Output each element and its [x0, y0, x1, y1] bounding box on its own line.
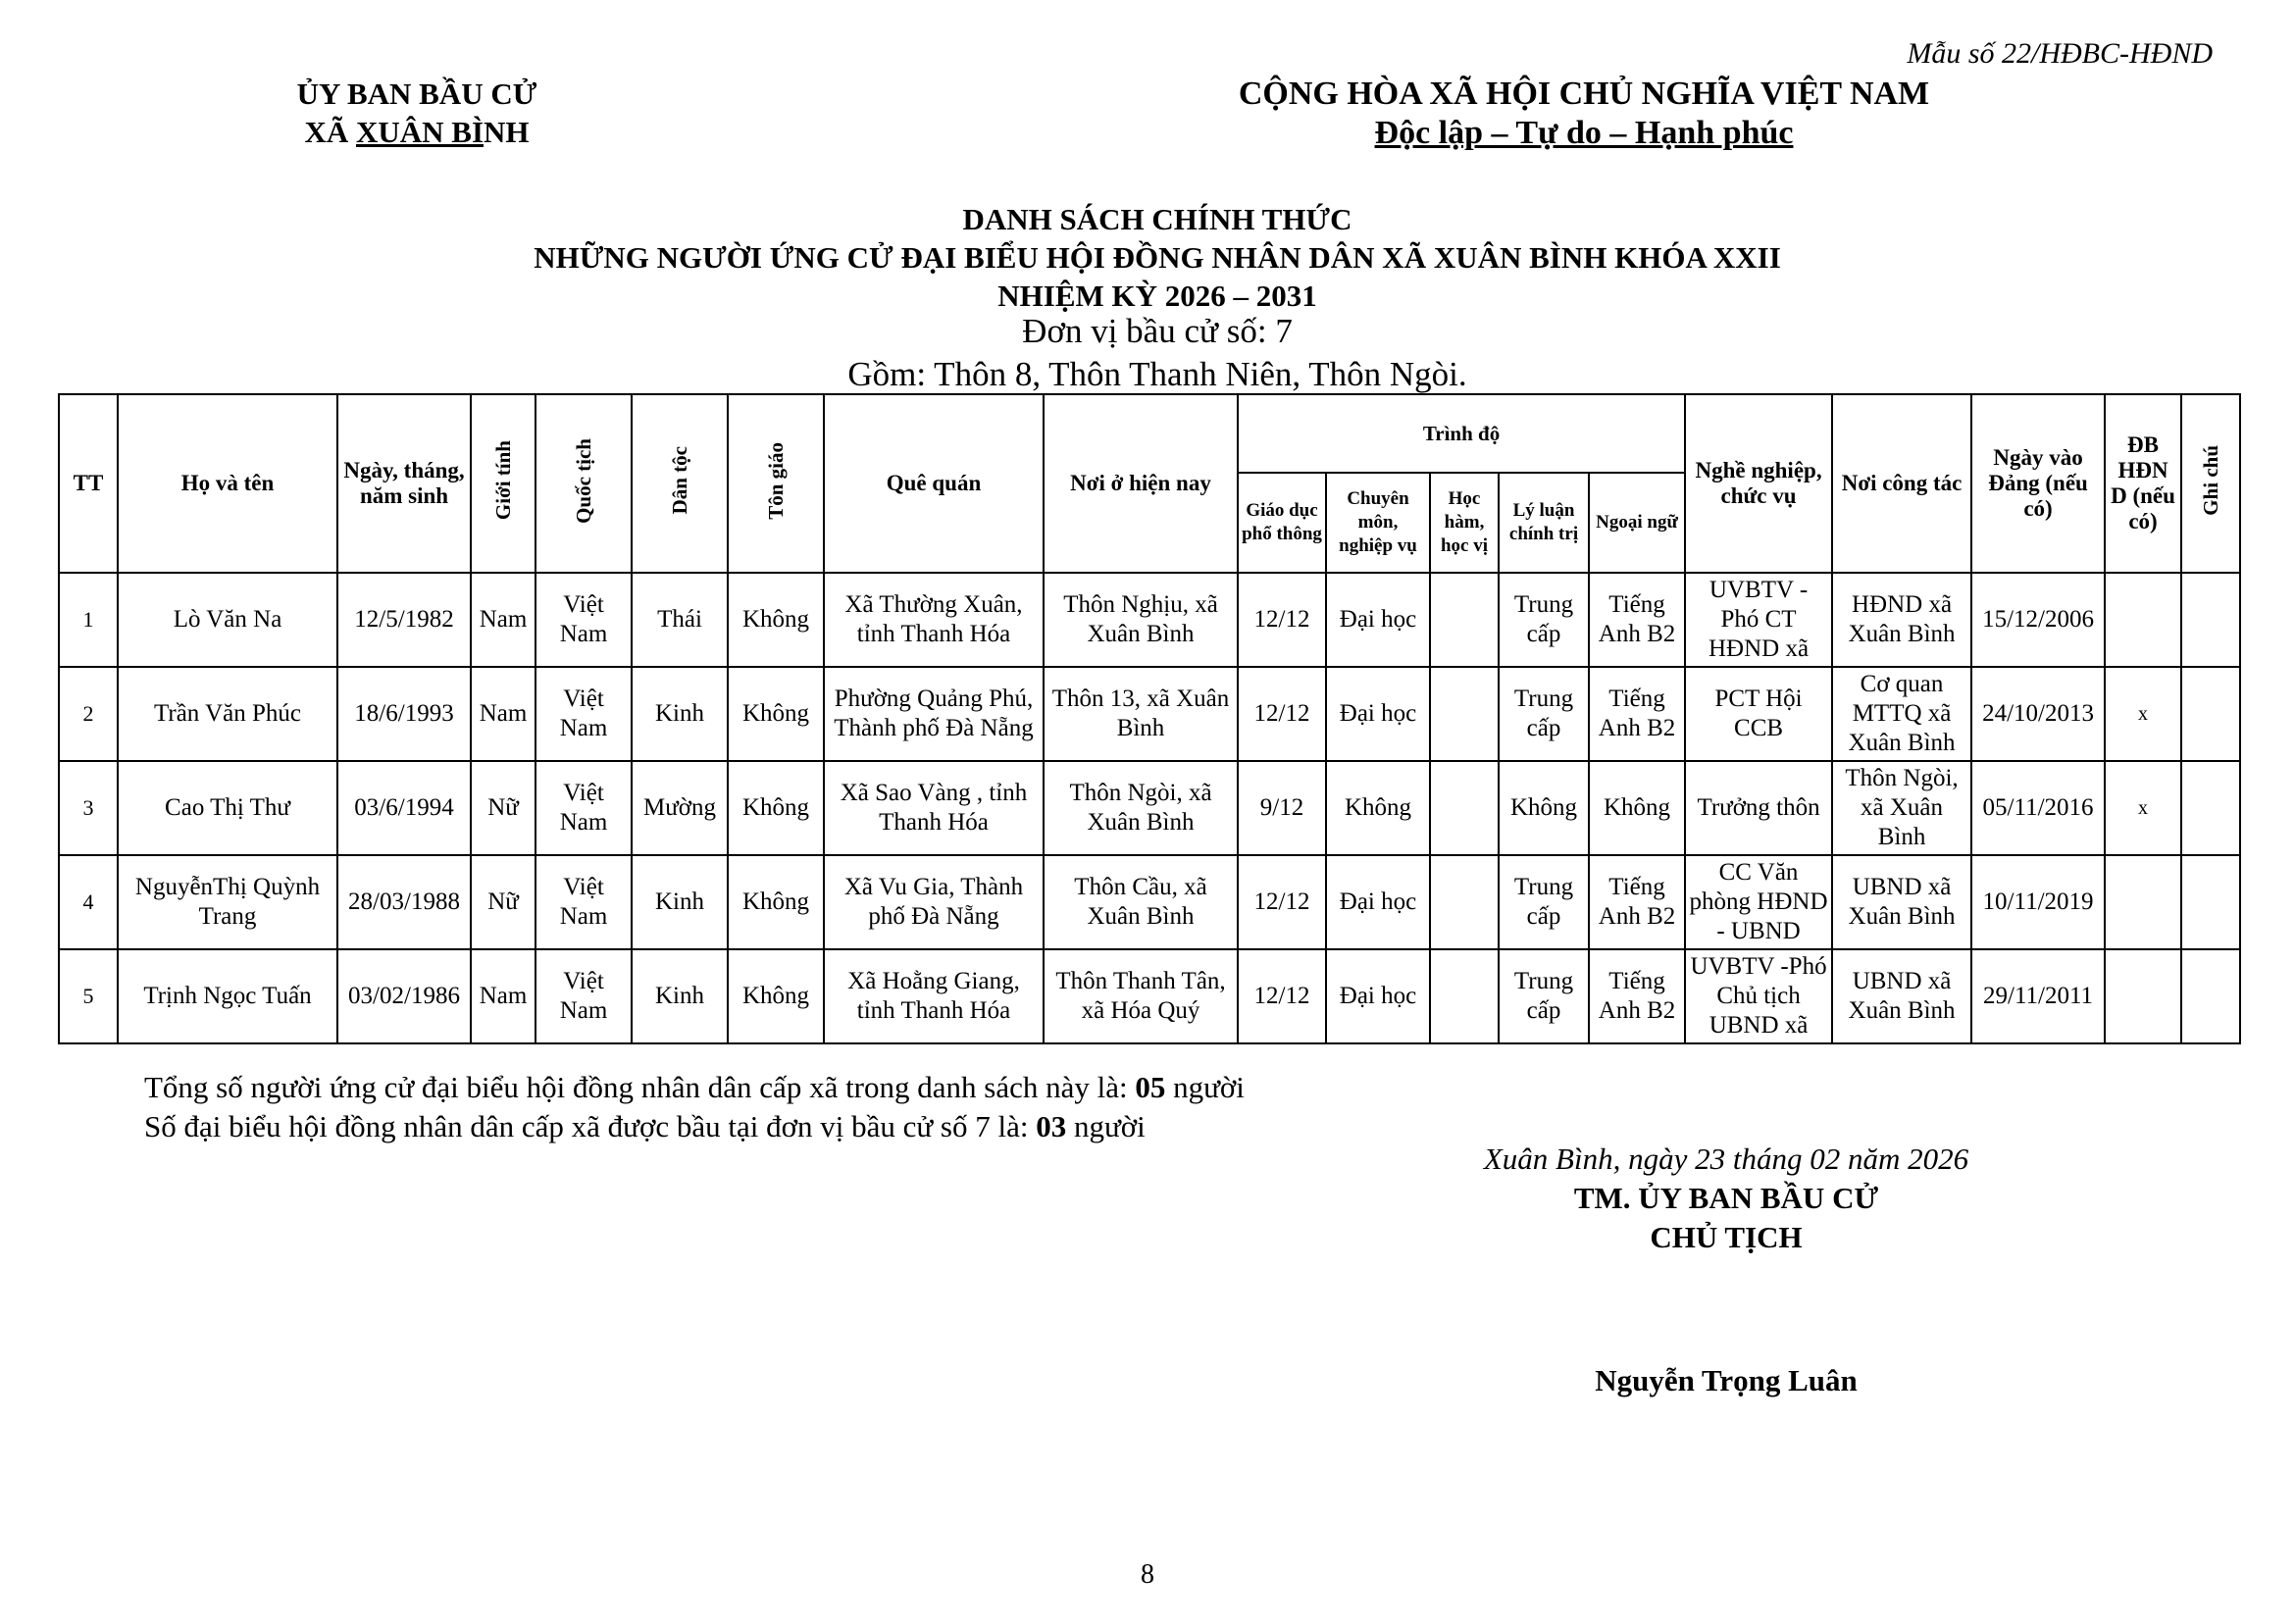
- cell-residence: Thôn Thanh Tân, xã Hóa Quý: [1044, 949, 1238, 1043]
- cell-name: Cao Thị Thư: [118, 761, 337, 855]
- signer-name: Nguyễn Trọng Luân: [1595, 1363, 1858, 1397]
- cell-major: Không: [1326, 761, 1430, 855]
- cell-workplace: Cơ quan MTTQ xã Xuân Bình: [1832, 667, 1971, 761]
- cell-gender: Nam: [471, 667, 536, 761]
- summary: [144, 1068, 1245, 1146]
- cell-note: [2181, 855, 2240, 949]
- header-level: Trình độ: [1238, 394, 1685, 473]
- cell-religion: Không: [728, 855, 824, 949]
- cell-job: Trưởng thôn: [1685, 761, 1832, 855]
- table-row: [59, 573, 2240, 667]
- signature-title: CHỦ TỊCH: [1650, 1220, 1803, 1254]
- cell-party: 05/11/2016: [1971, 761, 2105, 855]
- cell-politics: Trung cấp: [1499, 855, 1589, 949]
- unit-includes: Gồm: Thôn 8, Thôn Thanh Niên, Thôn Ngòi.: [847, 355, 1467, 393]
- cell-nationality: Việt Nam: [536, 949, 632, 1043]
- header-party-date: Ngày vào Đảng (nếu có): [1971, 394, 2105, 573]
- cell-edu: 9/12: [1238, 761, 1326, 855]
- title-line2: NHỮNG NGƯỜI ỨNG CỬ ĐẠI BIỂU HỘI ĐỒNG NHÂN DÂN XÃ XUÂN BÌNH KHÓA XXII: [534, 240, 1781, 275]
- candidate-table: [58, 393, 2241, 1044]
- cell-major: Đại học: [1326, 949, 1430, 1043]
- cell-edu: 12/12: [1238, 573, 1326, 667]
- cell-tt: 5: [59, 949, 118, 1043]
- cell-ethnicity: Thái: [632, 573, 728, 667]
- cell-major: Đại học: [1326, 667, 1430, 761]
- header-note: Ghi chú: [2181, 394, 2240, 573]
- cell-religion: Không: [728, 761, 824, 855]
- cell-language: Tiếng Anh B2: [1589, 573, 1685, 667]
- cell-language: Tiếng Anh B2: [1589, 667, 1685, 761]
- cell-job: UVBTV -Phó Chủ tịch UBND xã: [1685, 949, 1832, 1043]
- header-edu: Giáo dục phổ thông: [1238, 473, 1326, 573]
- document-title: [294, 200, 2020, 315]
- header-politics: Lý luận chính trị: [1499, 473, 1589, 573]
- cell-language: Tiếng Anh B2: [1589, 949, 1685, 1043]
- cell-nationality: Việt Nam: [536, 855, 632, 949]
- cell-gender: Nữ: [471, 761, 536, 855]
- cell-tt: 4: [59, 855, 118, 949]
- cell-delegate: [2105, 573, 2181, 667]
- header-ethnicity: Dân tộc: [632, 394, 728, 573]
- cell-party: 29/11/2011: [1971, 949, 2105, 1043]
- cell-residence: Thôn 13, xã Xuân Bình: [1044, 667, 1238, 761]
- national-motto: Độc lập – Tự do – Hạnh phúc: [1374, 115, 1794, 151]
- cell-hometown: Phường Quảng Phú, Thành phố Đà Nẵng: [824, 667, 1044, 761]
- header-residence: Nơi ở hiện nay: [1044, 394, 1238, 573]
- issuing-authority: [177, 75, 657, 151]
- cell-language: Tiếng Anh B2: [1589, 855, 1685, 949]
- cell-gender: Nữ: [471, 855, 536, 949]
- cell-degree: [1430, 667, 1499, 761]
- cell-delegate: x: [2105, 761, 2181, 855]
- electoral-unit: [294, 310, 2020, 396]
- title-line1: DANH SÁCH CHÍNH THỨC: [962, 202, 1352, 236]
- cell-party: 24/10/2013: [1971, 667, 2105, 761]
- cell-ethnicity: Mường: [632, 761, 728, 855]
- cell-dob: 03/6/1994: [337, 761, 471, 855]
- cell-note: [2181, 761, 2240, 855]
- cell-politics: Trung cấp: [1499, 573, 1589, 667]
- cell-tt: 2: [59, 667, 118, 761]
- cell-name: NguyễnThị Quỳnh Trang: [118, 855, 337, 949]
- cell-note: [2181, 667, 2240, 761]
- cell-name: Trần Văn Phúc: [118, 667, 337, 761]
- cell-workplace: HĐND xã Xuân Bình: [1832, 573, 1971, 667]
- table-row: [59, 667, 2240, 761]
- table-row: [59, 949, 2240, 1043]
- cell-gender: Nam: [471, 573, 536, 667]
- cell-party: 10/11/2019: [1971, 855, 2105, 949]
- cell-degree: [1430, 855, 1499, 949]
- signature-block: [1432, 1140, 2020, 1257]
- cell-dob: 18/6/1993: [337, 667, 471, 761]
- cell-note: [2181, 949, 2240, 1043]
- cell-edu: 12/12: [1238, 949, 1326, 1043]
- cell-residence: Thôn Nghịu, xã Xuân Bình: [1044, 573, 1238, 667]
- cell-edu: 12/12: [1238, 667, 1326, 761]
- cell-delegate: x: [2105, 667, 2181, 761]
- cell-ethnicity: Kinh: [632, 855, 728, 949]
- header-hometown: Quê quán: [824, 394, 1044, 573]
- cell-religion: Không: [728, 573, 824, 667]
- page-number: 8: [1141, 1559, 1154, 1590]
- table-row: [59, 855, 2240, 949]
- title-line3: NHIỆM KỲ 2026 – 2031: [997, 279, 1317, 313]
- cell-dob: 28/03/1988: [337, 855, 471, 949]
- header-gender: Giới tính: [471, 394, 536, 573]
- header-major: Chuyên môn, nghiệp vụ: [1326, 473, 1430, 573]
- cell-party: 15/12/2006: [1971, 573, 2105, 667]
- cell-hometown: Xã Hoằng Giang, tỉnh Thanh Hóa: [824, 949, 1044, 1043]
- cell-residence: Thôn Ngòi, xã Xuân Bình: [1044, 761, 1238, 855]
- unit-number: Đơn vị bầu cử số: 7: [1022, 312, 1293, 350]
- national-title: CỘNG HÒA XÃ HỘI CHỦ NGHĨA VIỆT NAM: [1238, 76, 1930, 112]
- header-delegate: ĐB HĐN D (nếu có): [2105, 394, 2181, 573]
- header-job: Nghề nghiệp, chức vụ: [1685, 394, 1832, 573]
- cell-job: CC Văn phòng HĐND - UBND: [1685, 855, 1832, 949]
- cell-religion: Không: [728, 949, 824, 1043]
- place-date: Xuân Bình, ngày 23 tháng 02 năm 2026: [1483, 1142, 1969, 1176]
- header-workplace: Nơi công tác: [1832, 394, 1971, 573]
- authority-line1: ỦY BAN BẦU CỬ: [296, 76, 537, 111]
- cell-tt: 1: [59, 573, 118, 667]
- cell-major: Đại học: [1326, 573, 1430, 667]
- header-dob: Ngày, tháng, năm sinh: [337, 394, 471, 573]
- cell-nationality: Việt Nam: [536, 761, 632, 855]
- header-tt: TT: [59, 394, 118, 573]
- cell-name: Lò Văn Na: [118, 573, 337, 667]
- authority-line2: XÃ XUÂN BÌNH: [304, 115, 530, 149]
- summary-total: Tổng số người ứng cử đại biểu hội đồng nhân dân cấp xã trong danh sách này là: 05 người: [144, 1070, 1245, 1104]
- cell-edu: 12/12: [1238, 855, 1326, 949]
- cell-gender: Nam: [471, 949, 536, 1043]
- header-language: Ngoại ngữ: [1589, 473, 1685, 573]
- cell-job: PCT Hội CCB: [1685, 667, 1832, 761]
- cell-name: Trịnh Ngọc Tuấn: [118, 949, 337, 1043]
- header-name: Họ và tên: [118, 394, 337, 573]
- cell-hometown: Xã Sao Vàng , tỉnh Thanh Hóa: [824, 761, 1044, 855]
- signature-org: TM. ỦY BAN BẦU CỬ: [1573, 1181, 1879, 1215]
- cell-dob: 12/5/1982: [337, 573, 471, 667]
- cell-language: Không: [1589, 761, 1685, 855]
- cell-nationality: Việt Nam: [536, 667, 632, 761]
- summary-elected: Số đại biểu hội đồng nhân dân cấp xã được bầu tại đơn vị bầu cử số 7 là: 03 người: [144, 1109, 1146, 1143]
- cell-residence: Thôn Cầu, xã Xuân Bình: [1044, 855, 1238, 949]
- cell-religion: Không: [728, 667, 824, 761]
- header-degree: Học hàm, học vị: [1430, 473, 1499, 573]
- cell-job: UVBTV - Phó CT HĐND xã: [1685, 573, 1832, 667]
- header-religion: Tôn giáo: [728, 394, 824, 573]
- cell-delegate: [2105, 855, 2181, 949]
- cell-major: Đại học: [1326, 855, 1430, 949]
- cell-ethnicity: Kinh: [632, 667, 728, 761]
- cell-workplace: Thôn Ngòi, xã Xuân Bình: [1832, 761, 1971, 855]
- cell-degree: [1430, 949, 1499, 1043]
- cell-nationality: Việt Nam: [536, 573, 632, 667]
- cell-dob: 03/02/1986: [337, 949, 471, 1043]
- form-number: Mẫu số 22/HĐBC-HĐND: [1907, 37, 2213, 70]
- cell-delegate: [2105, 949, 2181, 1043]
- cell-workplace: UBND xã Xuân Bình: [1832, 949, 1971, 1043]
- cell-politics: Trung cấp: [1499, 949, 1589, 1043]
- cell-ethnicity: Kinh: [632, 949, 728, 1043]
- cell-tt: 3: [59, 761, 118, 855]
- table-row: [59, 761, 2240, 855]
- cell-note: [2181, 573, 2240, 667]
- cell-degree: [1430, 573, 1499, 667]
- cell-hometown: Xã Vu Gia, Thành phố Đà Nẵng: [824, 855, 1044, 949]
- cell-workplace: UBND xã Xuân Bình: [1832, 855, 1971, 949]
- header-nationality: Quốc tịch: [536, 394, 632, 573]
- cell-politics: Trung cấp: [1499, 667, 1589, 761]
- cell-degree: [1430, 761, 1499, 855]
- cell-politics: Không: [1499, 761, 1589, 855]
- national-header: [1040, 75, 2128, 153]
- cell-hometown: Xã Thường Xuân, tỉnh Thanh Hóa: [824, 573, 1044, 667]
